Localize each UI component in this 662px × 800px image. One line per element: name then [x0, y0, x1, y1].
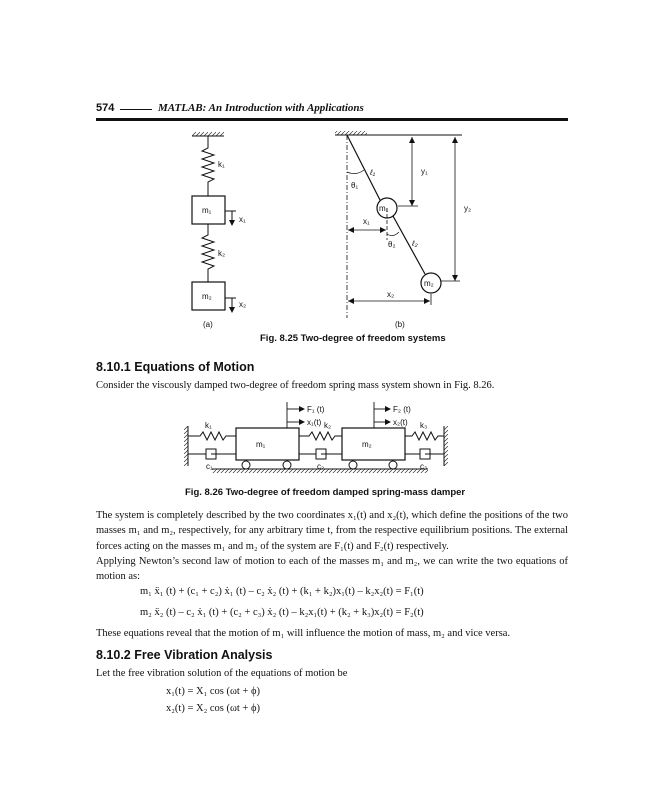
label-theta1-b: θ₁ [351, 181, 359, 190]
wheel [283, 461, 291, 469]
label-c2: c₂ [317, 462, 325, 471]
diagram-b [335, 131, 462, 318]
heading-8-10-2: 8.10.2 Free Vibration Analysis [96, 648, 273, 662]
label-m2-a: m₂ [202, 292, 212, 301]
newton-paragraph: Applying Newton’s second law of motion to each of the masses m₁ and m₂, we can write the two equations of motion as: [96, 556, 568, 583]
running-title: MATLAB: An Introduction with Applications [158, 102, 364, 114]
label-theta2-b: θ₂ [388, 240, 396, 249]
label-sub-b: (b) [395, 320, 405, 329]
label-sub-a: (a) [203, 320, 213, 329]
wheel [242, 461, 250, 469]
label-c3: c₃ [420, 462, 428, 471]
damper-c1 [188, 449, 236, 459]
caption-fig-8-25: Fig. 8.25 Two-degree of freedom systems [260, 333, 446, 344]
label-x1-b: x₁ [363, 217, 370, 226]
label-m2-826: m₂ [362, 440, 372, 449]
label-x2-a: x₂ [239, 300, 247, 309]
label-x2t: x₂(t) [393, 418, 408, 427]
conclusion-paragraph: These equations reveal that the motion of m₁ will influence the motion of mass, m₂ and vice versa. [96, 628, 511, 639]
figure-8-26 [0, 398, 662, 478]
spring-k2-826 [299, 432, 342, 440]
label-k2-a: k₂ [218, 249, 226, 258]
label-x2-b: x₂ [387, 290, 395, 299]
label-m1-826: m₁ [256, 440, 266, 449]
free-vibration-eq-2: x₂(t) = X₂ cos (ωt + ϕ) [166, 703, 261, 714]
left-wall [184, 426, 188, 466]
section-1-intro: Consider the viscously damped two-degree of freedom spring mass system shown in Fig. 8.26. [96, 380, 495, 391]
label-k2-826: k₂ [324, 421, 332, 430]
damper-c3 [405, 449, 444, 459]
label-m2-b: m₂ [424, 279, 434, 288]
wheel [389, 461, 397, 469]
label-x1-a: x₁ [239, 215, 246, 224]
equation-motion-1: m₁ ẍ₁ (t) + (c₁ + c₂) ẋ₁ (t) – c₂ ẋ₂ (t) + (k₁ + k₂)x₁(t) – k₂x₂(t) = F₁(t) [140, 586, 424, 597]
x2-arrow-head [229, 307, 235, 313]
rod-l2 [393, 216, 425, 274]
rod-l1 [347, 135, 381, 202]
label-F1: F₁ (t) [307, 405, 325, 414]
label-k1-826: k₁ [205, 421, 212, 430]
spring-k1-826 [188, 432, 236, 440]
free-vibration-eq-1: x₁(t) = X₁ cos (ωt + ϕ) [166, 686, 261, 697]
label-y2-b: y₂ [464, 204, 472, 213]
ceiling-hatch-a [192, 132, 224, 136]
equation-motion-2: m₂ ẍ₂ (t) – c₂ ẋ₁ (t) + (c₂ + c₃) ẋ₂ (t) – k₂x₁(t) + (k₂ + k₃)x₂(t) = F₂(t) [140, 607, 424, 618]
label-l1-b: ℓ₁ [370, 168, 376, 177]
label-y1-b: y₁ [421, 167, 428, 176]
label-k1-a: k₁ [218, 160, 225, 169]
wheel [349, 461, 357, 469]
diagram-a [192, 132, 236, 313]
ceiling-hatch-b [335, 131, 367, 135]
body-paragraph: The system is completely described by the two coordinates x₁(t) and x₂(t), which define the positions of the two masses m₁ and m₂, respectively, for any arbitrary time t, from the respective equilibrium positions. The external forces acting on the masses m₁ and m₂ of the system are F₁(t) and F₂(t) respectively. [96, 510, 568, 552]
damper-c2 [299, 449, 342, 459]
mass-m2-box-826 [342, 428, 405, 460]
x1-arrow-head [229, 220, 235, 226]
section-2-intro: Let the free vibration solution of the equations of motion be [96, 668, 348, 679]
mass-m1-box-826 [236, 428, 299, 460]
label-m1-a: m₁ [202, 206, 212, 215]
spring-k2 [202, 224, 214, 282]
label-x1t: x₁(t) [307, 418, 322, 427]
label-m1-b: m₁ [379, 204, 389, 213]
label-F2: F₂ (t) [393, 405, 411, 414]
right-wall [444, 426, 448, 466]
heading-8-10-1: 8.10.1 Equations of Motion [96, 360, 255, 374]
spring-k3-826 [405, 432, 444, 440]
figure-8-25 [0, 0, 662, 345]
page-number: 574 [96, 102, 115, 114]
caption-fig-8-26: Fig. 8.26 Two-degree of freedom damped spring-mass damper [185, 487, 466, 498]
label-k3-826: k₃ [420, 421, 428, 430]
label-c1: c₁ [206, 462, 213, 471]
label-l2-b: ℓ₂ [412, 239, 418, 248]
spring-k1 [202, 136, 214, 196]
